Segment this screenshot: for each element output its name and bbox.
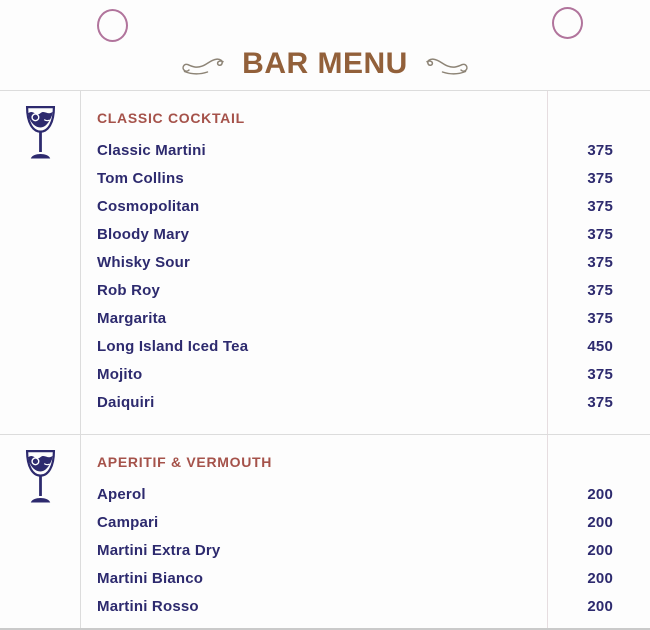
menu-item-price: 375 [587, 254, 613, 271]
flourish-left-icon [182, 52, 230, 76]
menu-item-price: 375 [587, 282, 613, 299]
section-icon-cell [0, 91, 81, 434]
section-items-column [81, 91, 547, 434]
menu-item-price: 450 [587, 338, 613, 355]
menu-section [0, 434, 650, 628]
section-heading: CLASSIC COCKTAIL [97, 110, 245, 126]
wine-glass-icon [22, 104, 59, 163]
menu-item-price: 375 [587, 310, 613, 327]
section-prices-column [547, 91, 650, 434]
section-prices-column [547, 435, 650, 628]
punch-hole-right-icon [552, 7, 583, 39]
menu-item-price: 200 [587, 514, 613, 531]
menu-item-name: Martini Bianco [97, 570, 204, 587]
wine-glass-icon [22, 448, 59, 507]
menu-item-name: Daiquiri [97, 394, 155, 411]
menu-item-name: Mojito [97, 366, 143, 383]
menu-item-name: Whisky Sour [97, 254, 191, 271]
menu-item-name: Rob Roy [97, 282, 161, 299]
menu-item-name: Martini Extra Dry [97, 542, 221, 559]
page-title: BAR MENU [242, 47, 408, 81]
menu-item-price: 200 [587, 570, 613, 587]
menu-item-price: 375 [587, 170, 613, 187]
menu-table [0, 90, 650, 630]
menu-item-price: 375 [587, 142, 613, 159]
menu-item-name: Long Island Iced Tea [97, 338, 249, 355]
heading-spacer [548, 107, 613, 137]
menu-item-price: 200 [587, 598, 613, 615]
title-row [0, 0, 650, 100]
heading-spacer [548, 451, 613, 481]
menu-section [0, 91, 650, 434]
section-items-column [81, 435, 547, 628]
menu-item-name: Classic Martini [97, 142, 206, 159]
menu-item-name: Campari [97, 514, 159, 531]
menu-item-name: Cosmopolitan [97, 198, 200, 215]
punch-hole-left-icon [97, 9, 128, 42]
menu-item-price: 200 [587, 542, 613, 559]
section-heading: APERITIF & VERMOUTH [97, 454, 273, 470]
menu-item-price: 200 [587, 486, 613, 503]
menu-item-name: Martini Rosso [97, 598, 199, 615]
menu-item-name: Aperol [97, 486, 146, 503]
flourish-right-icon [420, 52, 468, 76]
menu-item-price: 375 [587, 394, 613, 411]
menu-item-name: Margarita [97, 310, 167, 327]
menu-item-name: Tom Collins [97, 170, 184, 187]
menu-item-price: 375 [587, 366, 613, 383]
section-icon-cell [0, 435, 81, 628]
menu-item-price: 375 [587, 198, 613, 215]
menu-item-price: 375 [587, 226, 613, 243]
menu-item-name: Bloody Mary [97, 226, 190, 243]
menu-header [0, 0, 650, 90]
